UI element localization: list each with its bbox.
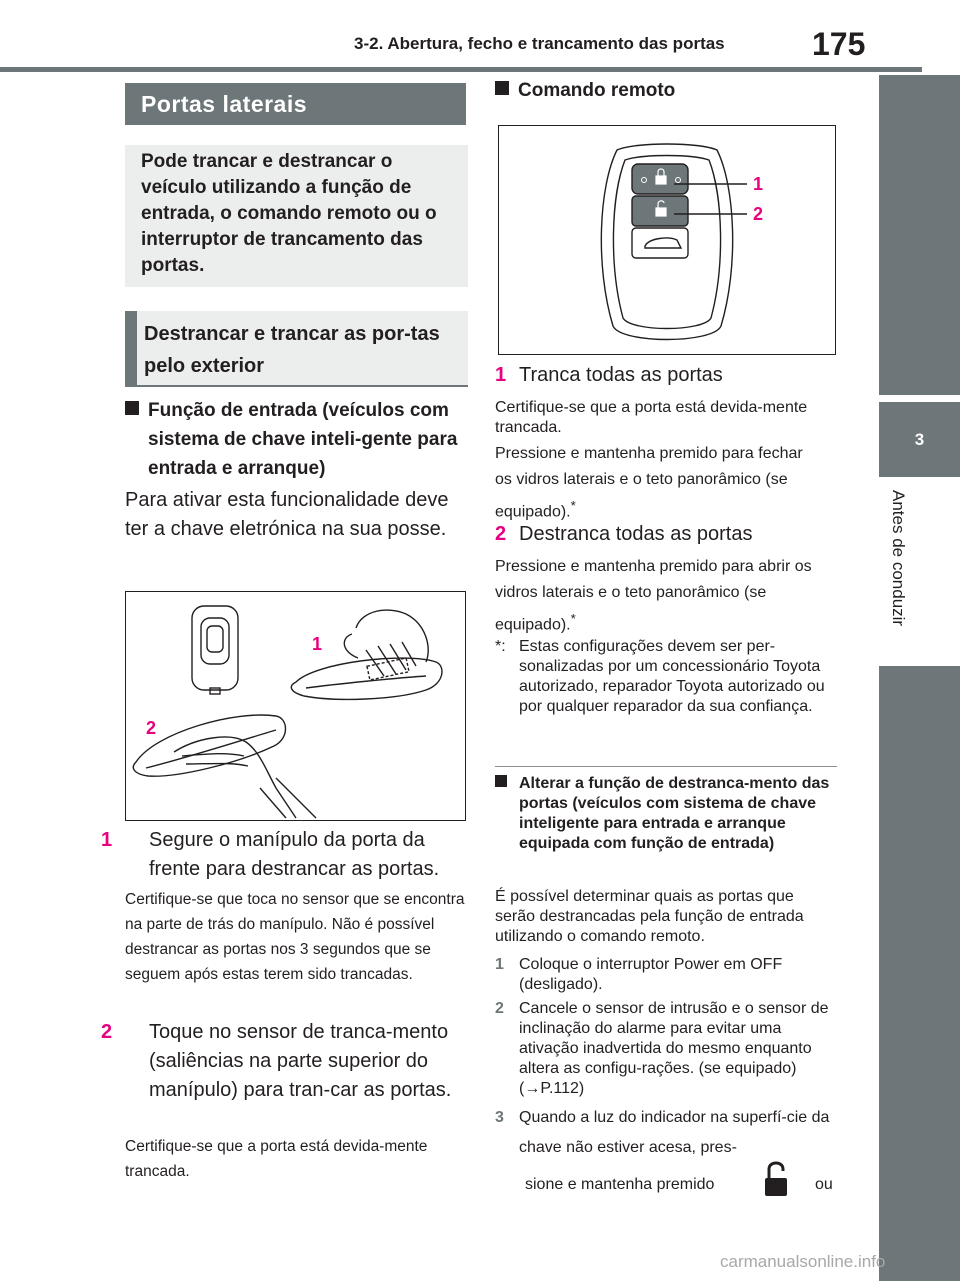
list-item-text: Cancele o sensor de intrusão e o sensor de inclinação do alarme para evitar uma ativação inadvertida do mesmo enquanto altera as configu-rações. (se equipado) (→P.112) xyxy=(519,1000,829,1097)
trunk-button xyxy=(632,228,688,258)
remote-key-illustration xyxy=(499,126,834,353)
lock-icon-body xyxy=(656,176,666,184)
r-step-2-note xyxy=(495,554,815,638)
section-title-bar: Portas laterais xyxy=(125,83,466,125)
subsection-title: Destrancar e trancar as por-tas pelo exterior xyxy=(125,311,468,387)
left-step-2-note: Certifique-se que a porta está devida-mente trancada. xyxy=(125,1138,428,1180)
footnote xyxy=(495,637,835,717)
r-step-1-note-2-text: Pressione e mantenha premido para fechar os vidros laterais e o teto panorâmico (se equipado). xyxy=(495,445,803,521)
subsection-rule xyxy=(125,385,468,387)
bullet-square-icon xyxy=(495,81,509,95)
alter-heading-text: Alterar a função de destranca-mento das portas (veículos com sistema de chave inteligente para entrada e arranque equipada com função de entrada) xyxy=(519,775,830,852)
lower-handle-outline xyxy=(133,715,285,776)
lower-handle-line xyxy=(146,730,276,768)
asterisk-mark: * xyxy=(570,498,576,513)
r-step-2-number: 2 xyxy=(495,523,507,545)
left-step-1-note: Certifique-se que toca no sensor que se encontra na parte de trás do manípulo. Não é possível destrancar as portas nos 3 segundos que se seguem após estas terem sido trancadas. xyxy=(125,891,465,983)
figure-callout-1: 1 xyxy=(312,634,323,654)
chapter-tab[interactable]: 3 xyxy=(879,402,960,477)
r-step-2-text: Destranca todas as portas xyxy=(519,523,753,545)
bullet-square-icon xyxy=(495,775,507,787)
side-tab-bar-bottom xyxy=(879,666,960,1281)
alter-heading xyxy=(495,774,835,854)
r-step-1-note-1: Certifique-se que a porta está devida-mente trancada. xyxy=(495,399,808,436)
intro-box: Pode trancar e destrancar o veículo utilizando a função de entrada, o comando remoto ou o interruptor de trancamento das portas. xyxy=(125,145,468,287)
alter-paragraph: É possível determinar quais as portas que serão destrancadas pela função de entrada utilizando o comando remoto. xyxy=(495,888,804,945)
key-fob-button xyxy=(207,626,223,652)
door-handle-figure xyxy=(125,591,466,821)
unlock-button-icon xyxy=(762,1158,790,1203)
list-item-number: 2 xyxy=(495,1000,504,1017)
upper-handle-line xyxy=(306,676,426,688)
lower-hand-outline xyxy=(174,737,296,818)
left-step-2 xyxy=(101,1018,470,1105)
door-handle-illustration xyxy=(126,592,464,819)
list-item xyxy=(495,955,835,995)
list-item xyxy=(495,999,835,1099)
right-step-1 xyxy=(495,361,840,390)
trunk-car-icon xyxy=(645,238,681,248)
header-rule xyxy=(0,67,922,72)
list-item xyxy=(495,1103,835,1163)
footnote-text: Estas configurações devem ser per-sonalizadas por um concessionário Toyota autorizado, reparador Toyota autorizado ou por qualquer reparador da sua confiança. xyxy=(519,638,825,715)
list-item-number: 3 xyxy=(495,1109,504,1126)
divider-rule xyxy=(495,766,837,767)
key-fob-inner xyxy=(201,618,229,664)
bullet-square-icon xyxy=(125,401,139,415)
figure-callout-2: 2 xyxy=(146,718,157,738)
chapter-label: Antes de conduzir xyxy=(889,490,908,627)
right-step-2 xyxy=(495,520,840,549)
entry-heading-text: Função de entrada (veículos com sistema de chave inteli-gente para entrada e arranque) xyxy=(148,400,458,479)
remote-heading-text: Comando remoto xyxy=(518,80,676,101)
unlock-icon-body xyxy=(656,208,666,216)
left-step-1 xyxy=(101,826,470,884)
section-header-title: 3-2. Abertura, fecho e trancamento das portas xyxy=(354,34,725,53)
page-number: 175 xyxy=(812,26,866,62)
key-fob-ring xyxy=(210,688,220,694)
footnote-mark: *: xyxy=(495,638,506,655)
upper-hand-outline xyxy=(356,610,428,662)
alter-list xyxy=(495,955,835,1163)
remote-heading xyxy=(495,80,675,102)
r-step-1-number: 1 xyxy=(495,364,507,386)
lower-cuff-lines xyxy=(260,778,316,818)
step-2-number: 2 xyxy=(101,1021,113,1043)
asterisk-mark: * xyxy=(570,611,576,626)
upper-handle-outline xyxy=(291,658,442,699)
entry-function-heading xyxy=(125,396,470,483)
remote-key-figure xyxy=(498,125,836,355)
r-step-1-note-2 xyxy=(495,441,815,525)
last-line-right: ou xyxy=(815,1176,833,1193)
entry-paragraph: Para ativar esta funcionalidade deve ter a chave eletrónica na sua posse. xyxy=(125,489,449,540)
list-item-text: Quando a luz do indicador na superfí-cie da chave não estiver acesa, pres- xyxy=(519,1109,830,1156)
list-item-number: 1 xyxy=(495,956,504,973)
r-step-1-text: Tranca todas as portas xyxy=(519,364,723,386)
remote-callout-2: 2 xyxy=(753,204,764,224)
step-1-number: 1 xyxy=(101,829,113,851)
footer-watermark: carmanualsonline.info xyxy=(720,1252,886,1271)
last-line-left: sione e mantenha premido xyxy=(525,1176,715,1193)
step-2-text: Toque no sensor de tranca-mento (saliências na parte superior do manípulo) para tran-car as portas. xyxy=(149,1021,452,1101)
remote-callout-1: 1 xyxy=(753,174,764,194)
list-item-text: Coloque o interruptor Power em OFF (desligado). xyxy=(519,956,783,993)
upper-thumb xyxy=(344,634,358,658)
step-1-text: Segure o manípulo da porta da frente para destrancar as portas. xyxy=(149,829,440,880)
r-step-2-note-text: Pressione e mantenha premido para abrir os vidros laterais e o teto panorâmico (se equipado). xyxy=(495,558,812,634)
side-tab-bar-top xyxy=(879,75,960,395)
